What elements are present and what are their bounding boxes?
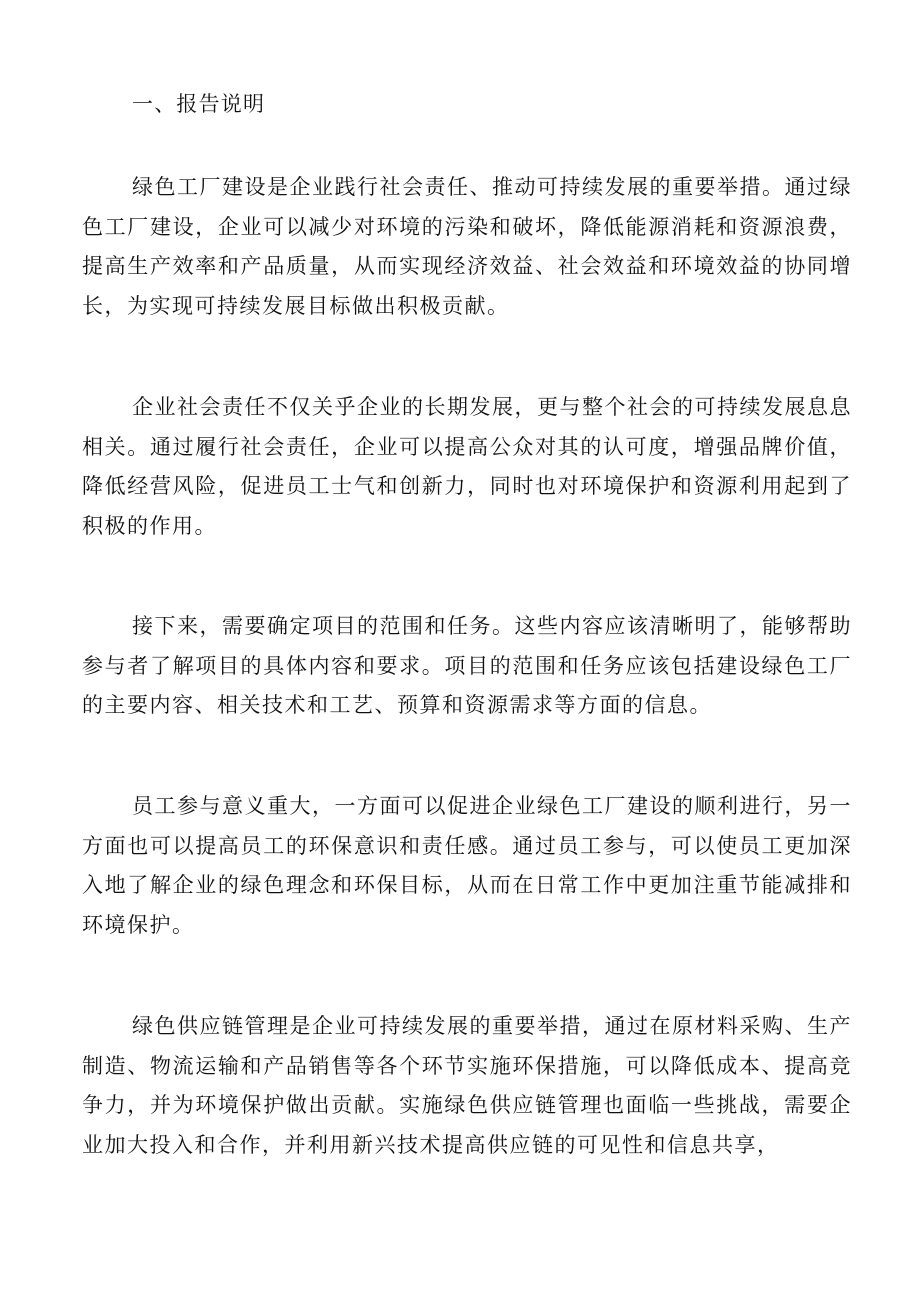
paragraph-employee-participation: 员工参与意义重大，一方面可以促进企业绿色工厂建设的顺利进行，另一方面也可以提高员工的环保意识和责任感。通过员工参与，可以使员工更加深入地了解企业的绿色理念和环保目标，从而在日常工作中更加注重节能减排和环境保护。 [82,794,852,937]
paragraph-social-responsibility: 企业社会责任不仅关乎企业的长期发展，更与整个社会的可持续发展息息相关。通过履行社会责任，企业可以提高公众对其的认可度，增强品牌价值，降低经营风险，促进员工士气和创新力，同时也对环境保护和资源利用起到了积极的作用。 [82,395,852,538]
paragraph-green-factory: 绿色工厂建设是企业践行社会责任、推动可持续发展的重要举措。通过绿色工厂建设，企业可以减少对环境的污染和破坏，降低能源消耗和资源浪费，提高生产效率和产品质量，从而实现经济效益、社会效益和环境效益的协同增长，为实现可持续发展目标做出积极贡献。 [82,175,852,318]
section-heading: 一、报告说明 [132,92,266,116]
paragraph-project-scope: 接下来，需要确定项目的范围和任务。这些内容应该清晰明了，能够帮助参与者了解项目的具体内容和要求。项目的范围和任务应该包括建设绿色工厂的主要内容、相关技术和工艺、预算和资源需求等方面的信息。 [82,614,852,717]
paragraph-green-supply-chain: 绿色供应链管理是企业可持续发展的重要举措，通过在原材料采购、生产制造、物流运输和产品销售等各个环节实施环保措施，可以降低成本、提高竞争力，并为环境保护做出贡献。实施绿色供应链管理也面临一些挑战，需要企业加大投入和合作，并利用新兴技术提高供应链的可见性和信息共享， [82,1014,852,1157]
